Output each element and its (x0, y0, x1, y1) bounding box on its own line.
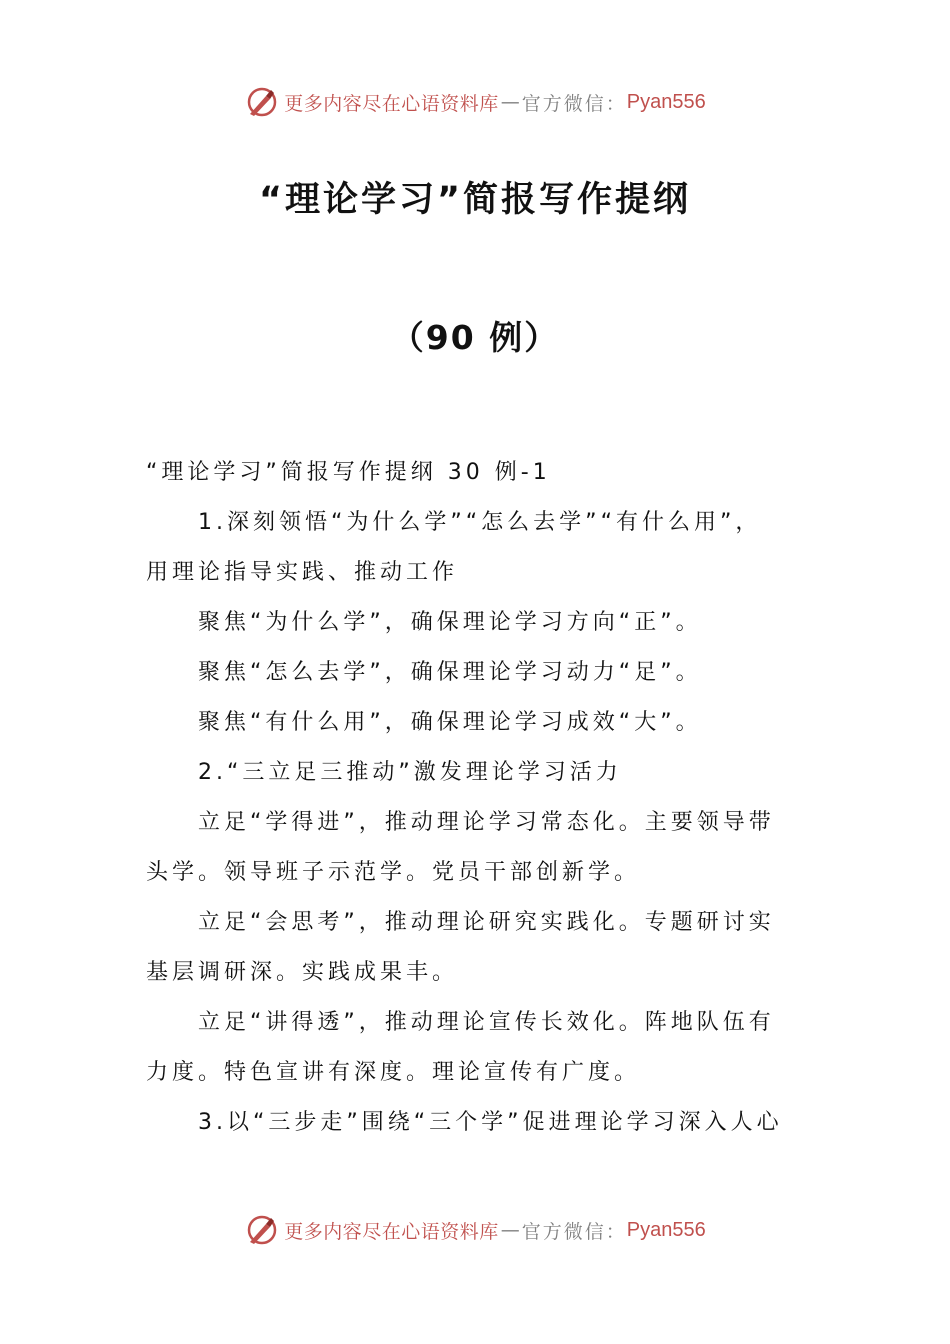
body-line: 力度。特色宣讲有深度。理论宣传有广度。 (146, 1060, 641, 1085)
body-line: 聚焦“怎么去学”，确保理论学习动力“足”。 (198, 660, 702, 685)
item-heading-2: 2.“三立足三推动”激发理论学习活力 (198, 760, 622, 785)
banner-dash: — (500, 1219, 520, 1241)
item-heading-1-cont: 用理论指导实践、推动工作 (146, 560, 459, 585)
body-line: 聚焦“有什么用”，确保理论学习成效“大”。 (198, 710, 702, 735)
banner-wechat-label: 官方微信： (521, 1220, 627, 1243)
item-heading-1: 1.深刻领悟“为什么学”“怎么去学”“有什么用”， (198, 510, 762, 535)
banner-brand-text: 更多内容尽在心语资料库 (284, 1220, 499, 1243)
pen-logo-icon (244, 1212, 280, 1248)
document-body (146, 448, 806, 1148)
body-line: 聚焦“为什么学”，确保理论学习方向“正”。 (198, 610, 702, 635)
banner-wechat-id: Pyan556 (626, 90, 706, 113)
section-heading: “理论学习”简报写作提纲 30 例-1 (146, 460, 551, 485)
banner-wechat-id: Pyan556 (626, 1218, 706, 1241)
body-line: 立足“学得进”，推动理论学习常态化。主要领导带 (198, 810, 775, 835)
page-footer-banner (0, 1212, 950, 1248)
body-line: 立足“讲得透”，推动理论宣传长效化。阵地队伍有 (198, 1010, 775, 1035)
item-heading-3: 3.以“三步走”围绕“三个学”促进理论学习深入人心 (198, 1110, 783, 1135)
document-subtitle: （90 例） (390, 318, 560, 357)
page-header-banner (0, 84, 950, 120)
body-line: 头学。领导班子示范学。党员干部创新学。 (146, 860, 641, 885)
body-line: 基层调研深。实践成果丰。 (146, 960, 459, 985)
banner-dash: — (500, 91, 520, 113)
banner-brand-text: 更多内容尽在心语资料库 (284, 92, 499, 115)
body-line: 立足“会思考”，推动理论研究实践化。专题研讨实 (198, 910, 775, 935)
document-title: “理论学习”简报写作提纲 (258, 180, 691, 220)
pen-logo-icon (244, 84, 280, 120)
banner-wechat-label: 官方微信： (521, 92, 627, 115)
